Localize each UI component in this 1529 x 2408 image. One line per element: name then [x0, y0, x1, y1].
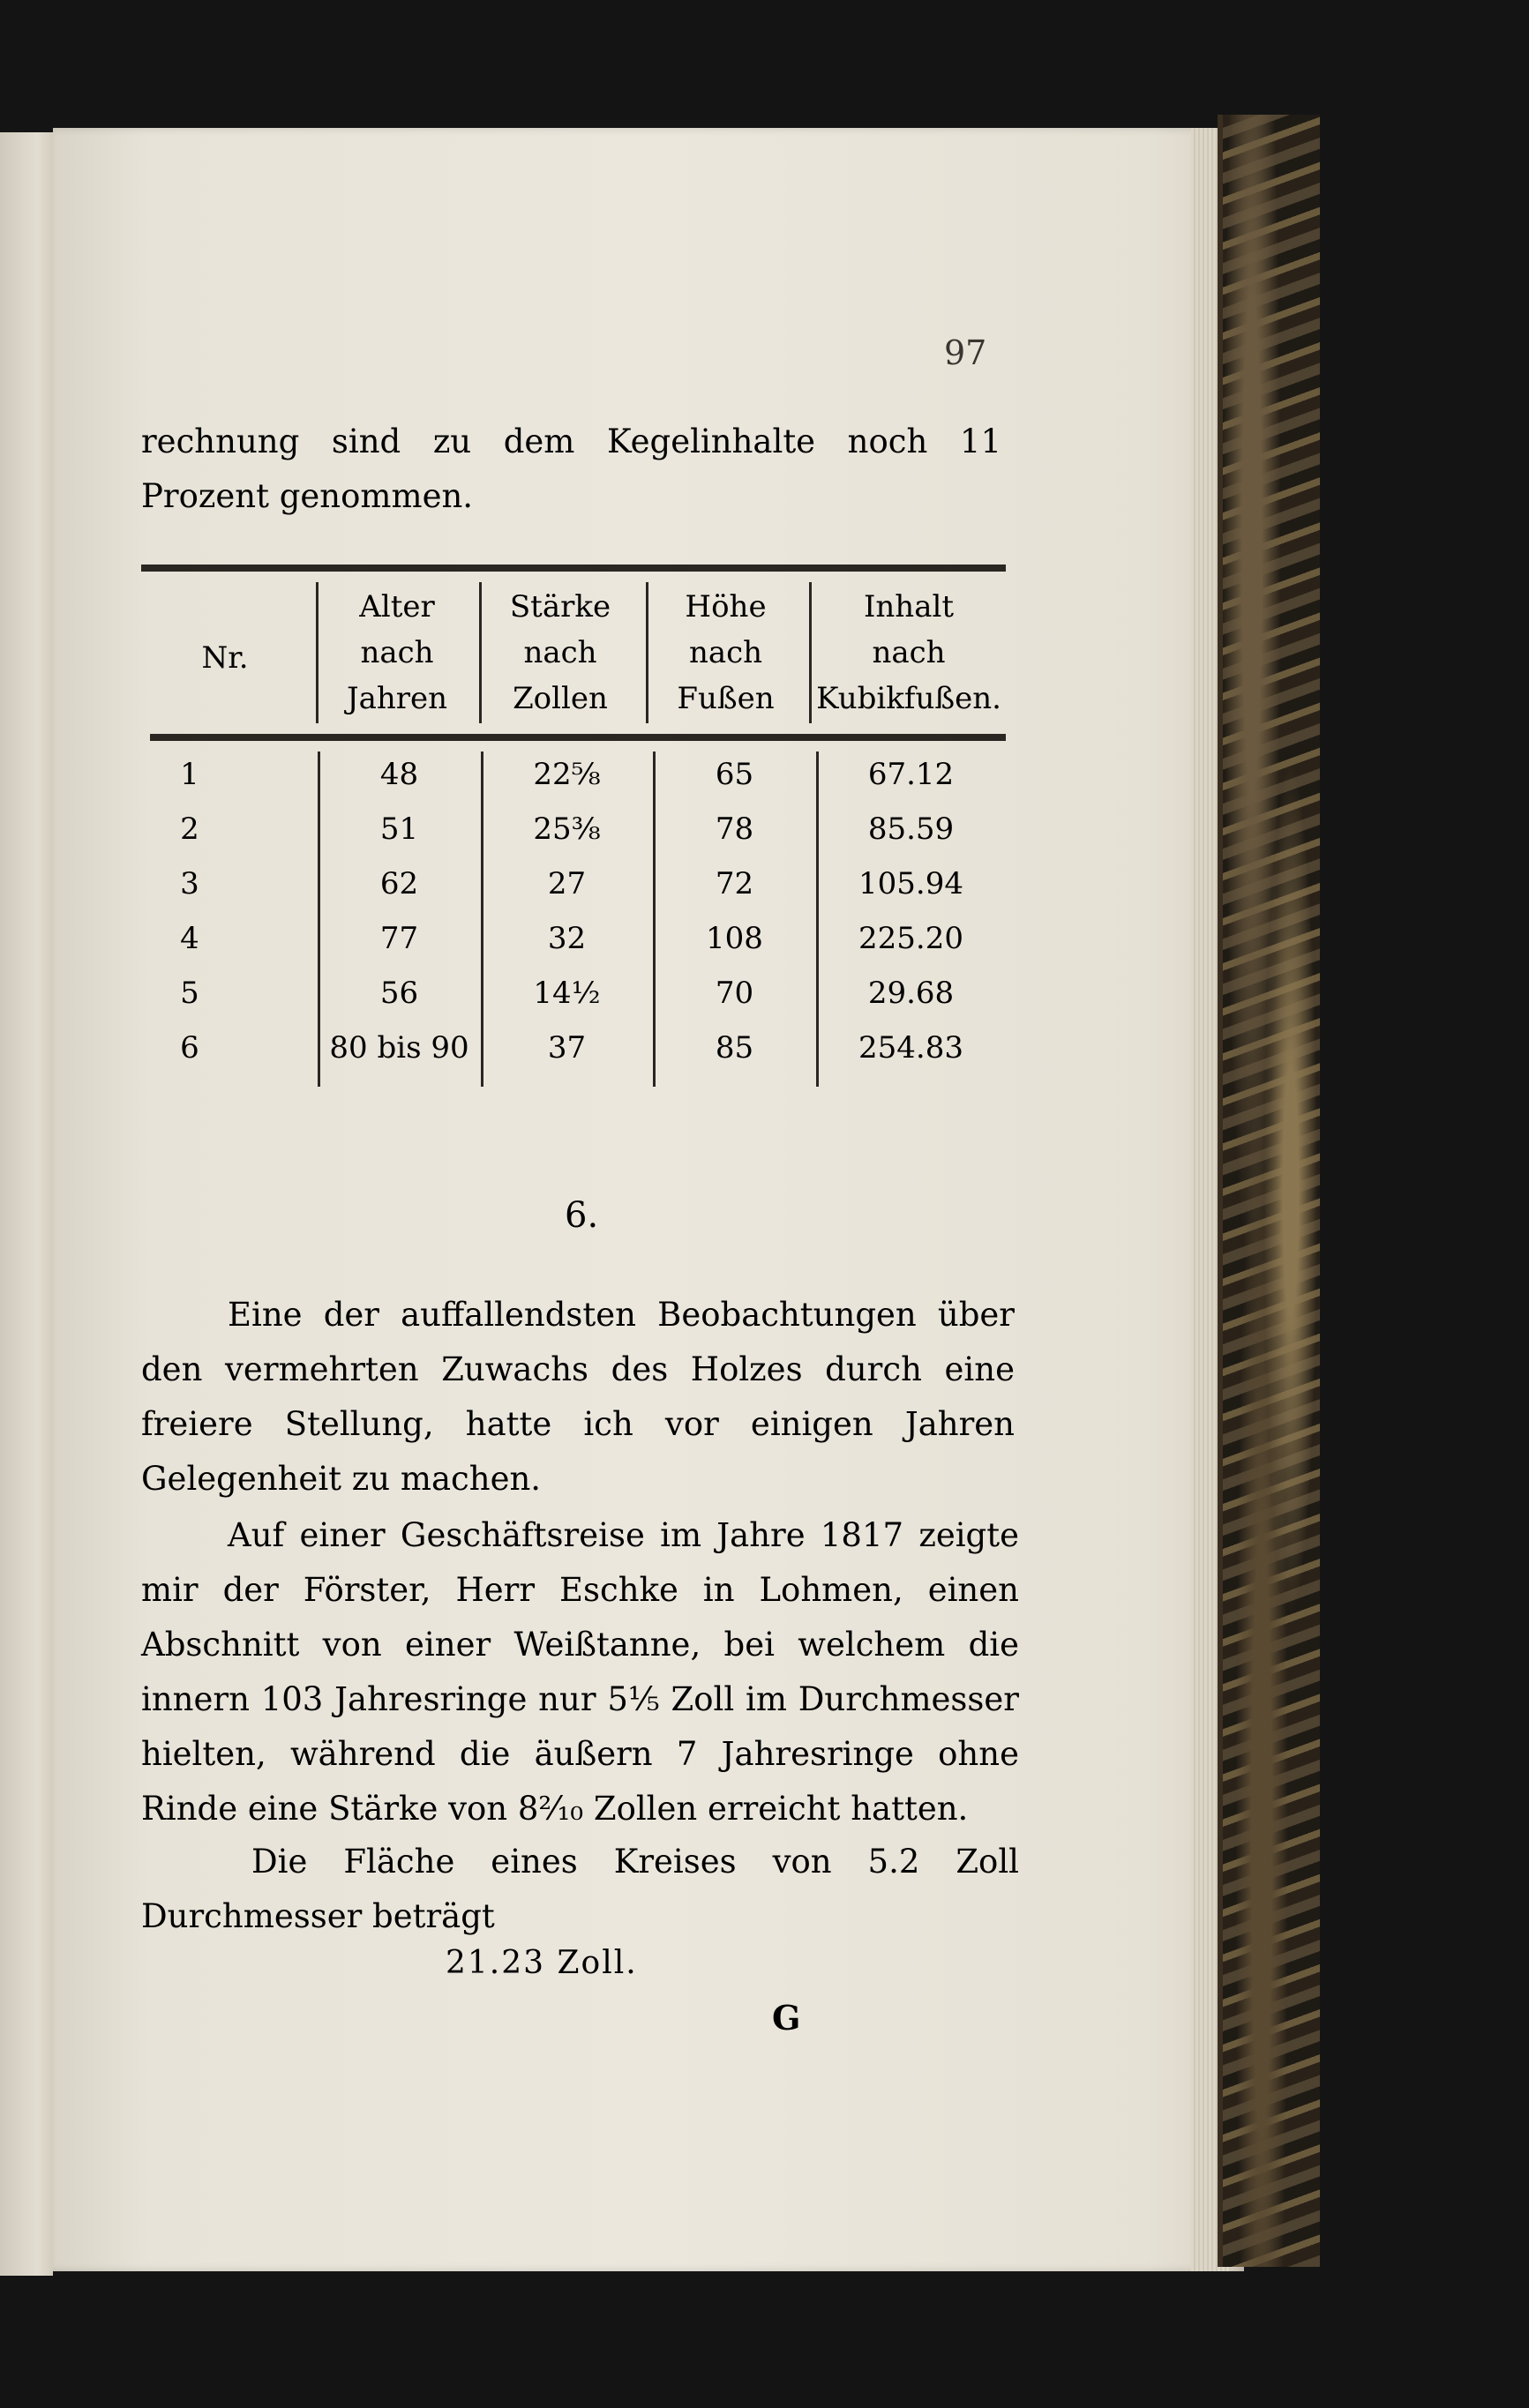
- signature-mark: G: [772, 1998, 801, 2038]
- formula-result: 21.23 Zoll.: [446, 1945, 638, 1981]
- paragraph-3: Auf einer Geschäftsreise im Jahre 1817 zeigte mir der Förster, Herr Eschke in Lohmen, einen Abschnitt von einer Weißtanne, bei welchem die innern 103 Jahresringe nur 5⅕ Zoll im Durchmesser hielten, während die äußern 7 Jahresringe ohne Rinde eine Stärke von 8²⁄₁₀ Zollen erreicht hatten.: [141, 1516, 1019, 1828]
- intro-paragraph: rechnung sind zu dem Kegelinhalte noch 11 Prozent genommen.: [141, 423, 1001, 515]
- table-header-rule: [150, 734, 1006, 741]
- section-heading: 6.: [565, 1195, 599, 1236]
- header-nr-label: Nr.: [201, 640, 249, 676]
- marbled-cover: [1218, 115, 1320, 2267]
- header-separator: [646, 582, 648, 723]
- page-number: 97: [944, 333, 987, 372]
- book-spine-left: [0, 132, 53, 2276]
- header-separator: [316, 582, 319, 723]
- header-alter: Alter nach Jahren: [346, 589, 448, 716]
- header-staerke: Stärke nach Zollen: [509, 589, 611, 716]
- header-inhalt: Inhalt nach Kubikfußen.: [816, 589, 1001, 716]
- paragraph-2: Eine der auffallendsten Beobachtungen über den vermehrten Zuwachs des Holzes durch eine freiere Stellung, hatte ich vor einigen Jahren Gelegenheit zu machen.: [141, 1296, 1015, 1498]
- header-separator: [479, 582, 482, 723]
- header-hoehe: Höhe nach Fußen: [677, 589, 775, 716]
- paragraph-4: Die Fläche eines Kreises von 5.2 Zoll Durchmesser beträgt: [141, 1843, 1019, 1935]
- header-separator: [809, 582, 812, 723]
- table-top-rule: [141, 565, 1006, 572]
